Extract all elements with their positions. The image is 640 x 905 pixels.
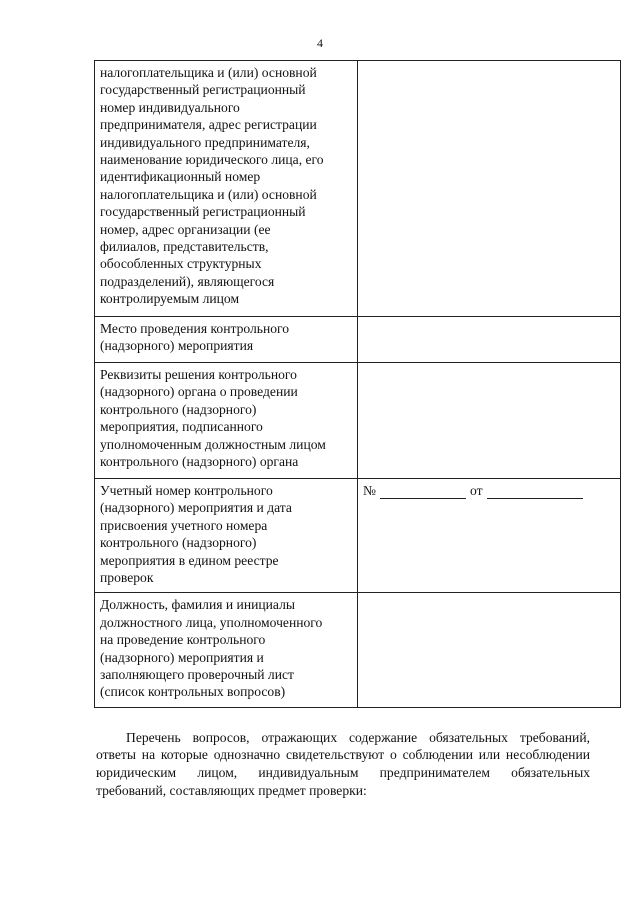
questions-intro-paragraph: Перечень вопросов, отражающих содержание обязательных требований, ответы на которые однозначно свидетельствуют о соблюдении или несоблюдении юридическим лицом, индивидуальным предпринимателем обязательных требований, составляющих предмет проверки: <box>96 729 590 798</box>
row-value-inspection-place[interactable] <box>358 317 621 363</box>
row-value-registry-number <box>358 479 621 593</box>
registry-number-line <box>363 482 616 499</box>
table-row <box>95 363 621 479</box>
number-prefix: № <box>363 483 376 498</box>
table-row <box>95 317 621 363</box>
row-label-inspection-place: Место проведения контрольного (надзорного) мероприятия <box>95 317 358 363</box>
table-row <box>95 593 621 707</box>
date-prefix: от <box>469 483 483 498</box>
row-label-taxpayer-ids: налогоплательщика и (или) основной государственный регистрационный номер индивидуального предпринимателя, адрес регистрации индивидуального предпринимателя, наименование юридического лица, его идентификационный номер налогоплательщика и (или) основной государственный регистрационный номер, адрес организации (ее филиалов, представительств, обособленных структурных подразделений), являющегося контролируемым лицом <box>95 61 358 317</box>
registry-date-field[interactable] <box>487 485 583 499</box>
page-number: 4 <box>317 36 323 50</box>
table-row <box>95 61 621 317</box>
table-row <box>95 479 621 593</box>
row-value-official[interactable] <box>358 593 621 707</box>
row-label-registry-number: Учетный номер контрольного (надзорного) мероприятия и дата присвоения учетного номера контрольного (надзорного) мероприятия в едином реестре проверок <box>95 479 358 593</box>
row-label-decision-details: Реквизиты решения контрольного (надзорного) органа о проведении контрольного (надзорного) мероприятия, подписанного уполномоченным должностным лицом контрольного (надзорного) органа <box>95 363 358 479</box>
row-value-decision-details[interactable] <box>358 363 621 479</box>
registry-number-field[interactable] <box>380 485 466 499</box>
row-label-official: Должность, фамилия и инициалы должностного лица, уполномоченного на проведение контрольного (надзорного) мероприятия и заполняющего проверочный лист (список контрольных вопросов) <box>95 593 358 707</box>
inspection-details-table <box>94 60 621 708</box>
row-value-taxpayer-ids[interactable] <box>358 61 621 317</box>
